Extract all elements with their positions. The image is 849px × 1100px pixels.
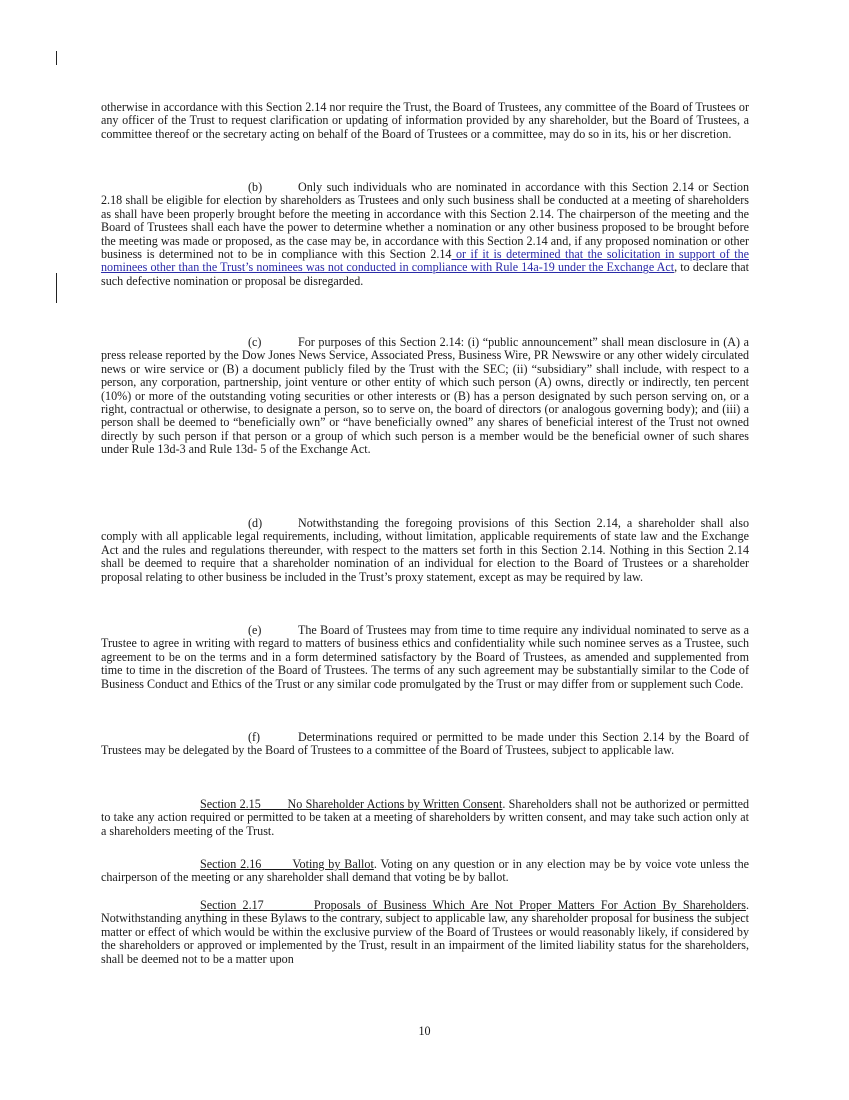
section-text: . Notwithstanding anything in these Bylaws to the contrary, subject to applicable law, any shareholder proposal for business the subject matter or effect of which would be within the exclusive purview of the Board of Trustees or would reasonably likely, if considered by the shareholders or approved or implemented by the Trust, result in an impairment of the limited liability status for the shareholders, shall be deemed not to be a matter upon: [101, 898, 750, 966]
section-number: Section 2.17: [200, 898, 264, 912]
paragraph-f: [101, 731, 749, 758]
section-number: Section 2.16: [200, 857, 262, 871]
paragraph-text-end: , to declare that such defective nomination or proposal be disregarded.: [101, 260, 749, 288]
section-2-16: [101, 858, 749, 885]
paragraph-text: otherwise in accordance with this Section 2.14 nor require the Trust, the Board of Trustees, any committee of the Board of Trustees or any officer of the Trust to request clarification or updating of information provided by any shareholder, but the Board of Trustees, a committee thereof or the secretary acting on behalf of the Board of Trustees or a committee, may do so in its, his or her discretion.: [101, 100, 749, 141]
paragraph-label: (f): [248, 730, 261, 744]
paragraph-text: The Board of Trustees may from time to time require any individual nominated to serve as a Trustee to agree in writing with regard to matters of business ethics and confidentiality while such nominee serves as a Trustee, such agreement to be on the terms and in a form determined satisfactory by the Board of Trustees, as amended and supplemented from time to time in the discretion of the Board of Trustees. The terms of any such agreement may be substantially similar to the Code of Business Conduct and Ethics of the Trust or any similar code promulgated by the Trust or may differ from or supplement such Code.: [101, 623, 749, 691]
change-bar-top: [56, 51, 57, 65]
page-number: 10: [418, 1024, 431, 1038]
paragraph-text: Notwithstanding the foregoing provisions of this Section 2.14, a shareholder shall also comply with all applicable legal requirements, including, without limitation, applicable requirements of state law and the Exchange Act and the rules and regulations thereunder, with respect to the matters set forth in this Section 2.14. Nothing in this Section 2.14 shall be deemed to require that a shareholder nomination of an individual for election to the Board of Trustees or a shareholder proposal relating to other business be included in the Trust’s proxy statement, except as may be required by law.: [101, 516, 749, 584]
paragraph-label: (d): [248, 516, 263, 530]
section-title: Voting by Ballot: [292, 857, 374, 871]
section-text: . Shareholders shall not be authorized or permitted to take any action required or permitted to be taken at a meeting of shareholders by written consent, and may take such action only at a shareholders meeting of the Trust.: [101, 797, 749, 838]
paragraph-text: For purposes of this Section 2.14: (i) “public announcement” shall mean disclosure in (A) a press release reported by the Dow Jones News Service, Associated Press, Business Wire, PR Newswire or any other widely circulated news or wire service or (B) a document publicly filed by the Trust with the SEC; (ii) “subsidiary” shall include, with respect to a person, any corporation, partnership, joint venture or other entity of which such person (A) owns, directly or indirectly, ten percent (10%) or more of the outstanding voting securities or other interests or (B) has a person designated by such person serving on, or a right, contractual or otherwise, to designate a person, so to serve on, the board of directors (or analogous governing body); and (iii) a person shall be deemed to “beneficially own” or “have beneficially owned” any shares of beneficial interest of the Trust not owned directly by such person if that person or a group of which such person is a member would be the beneficial owner of such shares under Rule 13d-3 and Rule 13d- 5 of the Exchange Act.: [101, 335, 749, 457]
paragraph-text: Determinations required or permitted to be made under this Section 2.14 by the Board of Trustees may be delegated by the Board of Trustees to a committee of the Board of Trustees, subject to applicable law.: [101, 730, 749, 758]
section-title: Proposals of Business Which Are Not Proper Matters For Action By Shareholders: [313, 898, 746, 912]
section-text: . Voting on any question or in any election may be by voice vote unless the chairperson of the meeting or any shareholder shall demand that voting be by ballot.: [101, 857, 749, 885]
paragraph-e: [101, 624, 749, 691]
inserted-revision-text: or if it is determined that the solicitation in support of the nominees other than the Trust’s nominees was not conducted in compliance with Rule 14a-19 under the Exchange Act: [101, 247, 749, 275]
paragraph-c: [101, 336, 749, 457]
section-title: No Shareholder Actions by Written Consent: [287, 797, 503, 811]
section-number: Section 2.15: [200, 797, 261, 811]
section-2-15: [101, 798, 749, 838]
paragraph-label: (e): [248, 623, 262, 637]
paragraph-d: [101, 517, 749, 584]
section-2-17: [101, 899, 749, 966]
paragraph-text: Only such individuals who are nominated in accordance with this Section 2.14 or Section 2.18 shall be eligible for election by shareholders as Trustees and only such business shall be conducted at a meeting of shareholders as shall have been properly brought before the meeting in accordance with this Section 2.14. The chairperson of the meeting and the Board of Trustees shall each have the power to determine whether a nomination or any other business proposed to be brought before the meeting was made or proposed, as the case may be, in accordance with this Section 2.14 and, if any proposed nomination or other business is determined not to be in compliance with this Section 2.14: [101, 180, 749, 262]
paragraph-label: (c): [248, 335, 262, 349]
paragraph-b: [101, 181, 749, 288]
paragraph-continuation: [101, 101, 749, 141]
change-bar-revision: [56, 273, 57, 303]
paragraph-label: (b): [248, 180, 263, 194]
